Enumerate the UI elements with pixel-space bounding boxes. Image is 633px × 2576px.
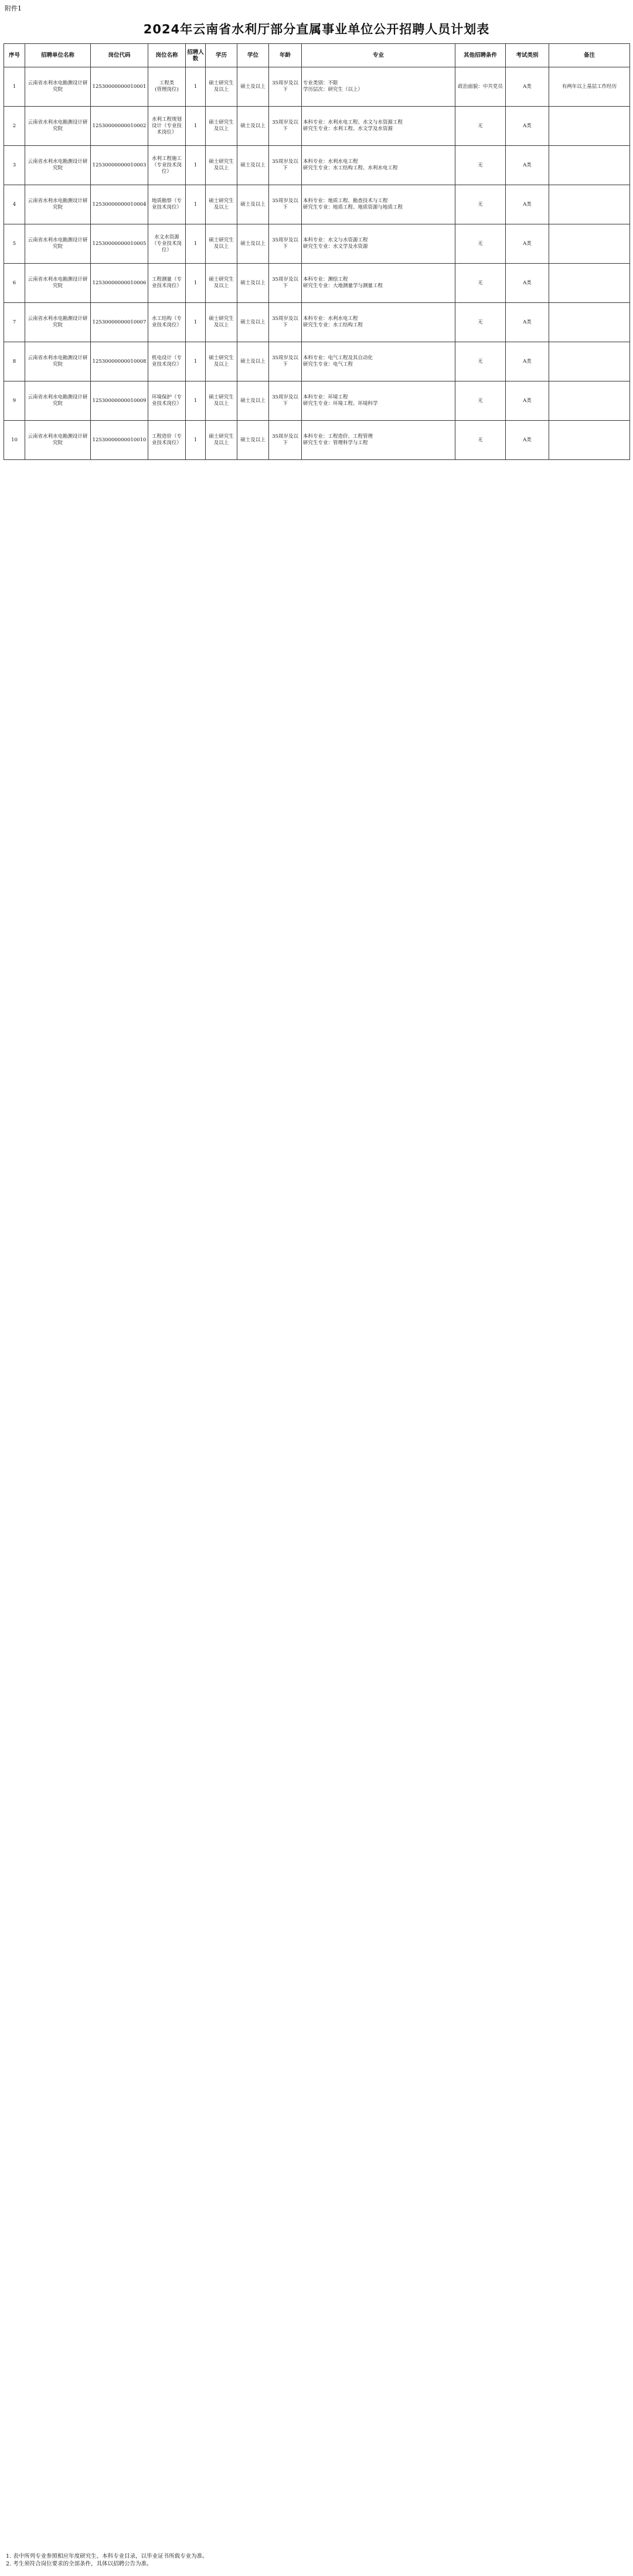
cell-count: 1 xyxy=(186,67,206,107)
cell-remarks xyxy=(549,146,630,185)
cell-index: 1 xyxy=(4,67,25,107)
header-code: 岗位代码 xyxy=(91,44,148,67)
cell-other: 政治面貌：中共党员 xyxy=(455,67,506,107)
cell-education: 硕士研究生及以上 xyxy=(206,146,237,185)
cell-age: 35周岁及以下 xyxy=(269,264,302,303)
cell-age: 35周岁及以下 xyxy=(269,107,302,146)
cell-remarks xyxy=(549,381,630,421)
cell-education: 硕士研究生及以上 xyxy=(206,381,237,421)
cell-other: 无 xyxy=(455,224,506,264)
cell-exam: A类 xyxy=(506,67,549,107)
cell-exam: A类 xyxy=(506,381,549,421)
cell-exam: A类 xyxy=(506,107,549,146)
cell-other: 无 xyxy=(455,107,506,146)
cell-exam: A类 xyxy=(506,264,549,303)
cell-age: 35周岁及以下 xyxy=(269,146,302,185)
cell-unit: 云南省水利水电勘测设计研究院 xyxy=(25,421,91,460)
cell-education: 硕士研究生及以上 xyxy=(206,342,237,381)
cell-unit: 云南省水利水电勘测设计研究院 xyxy=(25,67,91,107)
attachment-label: 附件1 xyxy=(5,5,22,12)
cell-degree: 硕士及以上 xyxy=(237,224,269,264)
cell-index: 6 xyxy=(4,264,25,303)
cell-degree: 硕士及以上 xyxy=(237,264,269,303)
cell-count: 1 xyxy=(186,264,206,303)
cell-count: 1 xyxy=(186,185,206,224)
cell-remarks xyxy=(549,421,630,460)
cell-age: 35周岁及以下 xyxy=(269,421,302,460)
cell-position: 工程类 (管理岗位) xyxy=(148,67,186,107)
cell-major: 专业类别：不限 学历层次：研究生（以上） xyxy=(302,67,455,107)
cell-code: 12530000000010005 xyxy=(91,224,148,264)
cell-major: 本科专业：水利水电工程 研究生专业：水工结构工程 xyxy=(302,303,455,342)
header-unit: 招聘单位名称 xyxy=(25,44,91,67)
cell-exam: A类 xyxy=(506,185,549,224)
header-major: 专业 xyxy=(302,44,455,67)
cell-position: 水利工程规划设计（专业技术岗位） xyxy=(148,107,186,146)
cell-age: 35周岁及以下 xyxy=(269,185,302,224)
table-body xyxy=(4,67,630,460)
header-education: 学历 xyxy=(206,44,237,67)
cell-education: 硕士研究生及以上 xyxy=(206,67,237,107)
header-age: 年龄 xyxy=(269,44,302,67)
cell-exam: A类 xyxy=(506,342,549,381)
cell-exam: A类 xyxy=(506,421,549,460)
table-row xyxy=(4,185,630,224)
cell-unit: 云南省水利水电勘测设计研究院 xyxy=(25,381,91,421)
table-row xyxy=(4,264,630,303)
cell-exam: A类 xyxy=(506,303,549,342)
cell-unit: 云南省水利水电勘测设计研究院 xyxy=(25,185,91,224)
cell-unit: 云南省水利水电勘测设计研究院 xyxy=(25,264,91,303)
cell-remarks xyxy=(549,342,630,381)
cell-index: 5 xyxy=(4,224,25,264)
cell-remarks xyxy=(549,303,630,342)
cell-count: 1 xyxy=(186,421,206,460)
cell-count: 1 xyxy=(186,342,206,381)
table-row xyxy=(4,421,630,460)
header-degree: 学位 xyxy=(237,44,269,67)
header-count: 招聘人数 xyxy=(186,44,206,67)
table-row xyxy=(4,224,630,264)
note-line: 2. 考生须符合岗位要求的全部条件，具体以招聘公告为准。 xyxy=(6,2561,152,2567)
cell-unit: 云南省水利水电勘测设计研究院 xyxy=(25,303,91,342)
cell-degree: 硕士及以上 xyxy=(237,185,269,224)
cell-major: 本科专业：水文与水资源工程 研究生专业：水文学及水资源 xyxy=(302,224,455,264)
cell-exam: A类 xyxy=(506,146,549,185)
cell-degree: 硕士及以上 xyxy=(237,67,269,107)
cell-position: 工程造价（专业技术岗位） xyxy=(148,421,186,460)
cell-unit: 云南省水利水电勘测设计研究院 xyxy=(25,342,91,381)
cell-code: 12530000000010001 xyxy=(91,67,148,107)
cell-code: 12530000000010010 xyxy=(91,421,148,460)
cell-education: 硕士研究生及以上 xyxy=(206,303,237,342)
cell-count: 1 xyxy=(186,224,206,264)
cell-position: 环境保护（专业技术岗位） xyxy=(148,381,186,421)
cell-degree: 硕士及以上 xyxy=(237,342,269,381)
cell-code: 12530000000010006 xyxy=(91,264,148,303)
header-position: 岗位名称 xyxy=(148,44,186,67)
cell-education: 硕士研究生及以上 xyxy=(206,421,237,460)
header-exam: 考试类别 xyxy=(506,44,549,67)
notes xyxy=(6,2553,208,2568)
cell-major: 本科专业：环境工程 研究生专业：环境工程、环境科学 xyxy=(302,381,455,421)
cell-index: 9 xyxy=(4,381,25,421)
header-index: 序号 xyxy=(4,44,25,67)
cell-exam: A类 xyxy=(506,224,549,264)
cell-other: 无 xyxy=(455,303,506,342)
cell-other: 无 xyxy=(455,421,506,460)
cell-major: 本科专业：水利水电工程、水文与水资源工程 研究生专业：水利工程、水文学及水资源 xyxy=(302,107,455,146)
cell-age: 35周岁及以下 xyxy=(269,342,302,381)
cell-position: 水文水资源（专业技术岗位） xyxy=(148,224,186,264)
cell-position: 水工结构（专业技术岗位） xyxy=(148,303,186,342)
cell-code: 12530000000010009 xyxy=(91,381,148,421)
cell-remarks xyxy=(549,224,630,264)
cell-age: 35周岁及以下 xyxy=(269,224,302,264)
cell-education: 硕士研究生及以上 xyxy=(206,264,237,303)
cell-education: 硕士研究生及以上 xyxy=(206,107,237,146)
table-row xyxy=(4,303,630,342)
table-row xyxy=(4,67,630,107)
cell-degree: 硕士及以上 xyxy=(237,107,269,146)
table-row xyxy=(4,146,630,185)
table-row xyxy=(4,381,630,421)
cell-major: 本科专业：水利水电工程 研究生专业：水工结构工程、水利水电工程 xyxy=(302,146,455,185)
cell-index: 4 xyxy=(4,185,25,224)
header-remarks: 备注 xyxy=(549,44,630,67)
cell-count: 1 xyxy=(186,303,206,342)
cell-remarks: 有两年以上基层工作经历 xyxy=(549,67,630,107)
cell-index: 7 xyxy=(4,303,25,342)
note-line: 1. 表中所列专业参照相应年度研究生、本科专业目录，以毕业证书所载专业为准。 xyxy=(6,2553,208,2560)
cell-unit: 云南省水利水电勘测设计研究院 xyxy=(25,146,91,185)
table-row xyxy=(4,107,630,146)
cell-age: 35周岁及以下 xyxy=(269,381,302,421)
cell-other: 无 xyxy=(455,146,506,185)
cell-remarks xyxy=(549,264,630,303)
cell-count: 1 xyxy=(186,146,206,185)
cell-code: 12530000000010007 xyxy=(91,303,148,342)
cell-degree: 硕士及以上 xyxy=(237,381,269,421)
header-other: 其他招聘条件 xyxy=(455,44,506,67)
cell-code: 12530000000010004 xyxy=(91,185,148,224)
cell-count: 1 xyxy=(186,107,206,146)
cell-age: 35周岁及以下 xyxy=(269,67,302,107)
cell-age: 35周岁及以下 xyxy=(269,303,302,342)
cell-code: 12530000000010008 xyxy=(91,342,148,381)
cell-major: 本科专业：电气工程及其自动化 研究生专业：电气工程 xyxy=(302,342,455,381)
cell-degree: 硕士及以上 xyxy=(237,421,269,460)
cell-position: 地质勘察（专业技术岗位） xyxy=(148,185,186,224)
cell-remarks xyxy=(549,185,630,224)
table-header-row xyxy=(4,44,630,67)
cell-education: 硕士研究生及以上 xyxy=(206,224,237,264)
cell-code: 12530000000010002 xyxy=(91,107,148,146)
cell-index: 10 xyxy=(4,421,25,460)
cell-major: 本科专业：测绘工程 研究生专业：大地测量学与测量工程 xyxy=(302,264,455,303)
cell-index: 2 xyxy=(4,107,25,146)
cell-index: 8 xyxy=(4,342,25,381)
cell-position: 机电设计（专业技术岗位） xyxy=(148,342,186,381)
table-row xyxy=(4,342,630,381)
cell-unit: 云南省水利水电勘测设计研究院 xyxy=(25,224,91,264)
cell-degree: 硕士及以上 xyxy=(237,303,269,342)
cell-remarks xyxy=(549,107,630,146)
cell-other: 无 xyxy=(455,264,506,303)
cell-other: 无 xyxy=(455,185,506,224)
cell-position: 水利工程施工（专业技术岗位） xyxy=(148,146,186,185)
cell-degree: 硕士及以上 xyxy=(237,146,269,185)
cell-unit: 云南省水利水电勘测设计研究院 xyxy=(25,107,91,146)
cell-position: 工程测量（专业技术岗位） xyxy=(148,264,186,303)
cell-code: 12530000000010003 xyxy=(91,146,148,185)
cell-other: 无 xyxy=(455,381,506,421)
cell-index: 3 xyxy=(4,146,25,185)
page-title: 2024年云南省水利厅部分直属事业单位公开招聘人员计划表 xyxy=(143,22,490,36)
recruitment-plan-table xyxy=(4,43,630,460)
cell-other: 无 xyxy=(455,342,506,381)
cell-count: 1 xyxy=(186,381,206,421)
cell-major: 本科专业：工程造价、工程管理 研究生专业：管理科学与工程 xyxy=(302,421,455,460)
cell-education: 硕士研究生及以上 xyxy=(206,185,237,224)
cell-major: 本科专业：地质工程、勘查技术与工程 研究生专业：地质工程、地质资源与地质工程 xyxy=(302,185,455,224)
